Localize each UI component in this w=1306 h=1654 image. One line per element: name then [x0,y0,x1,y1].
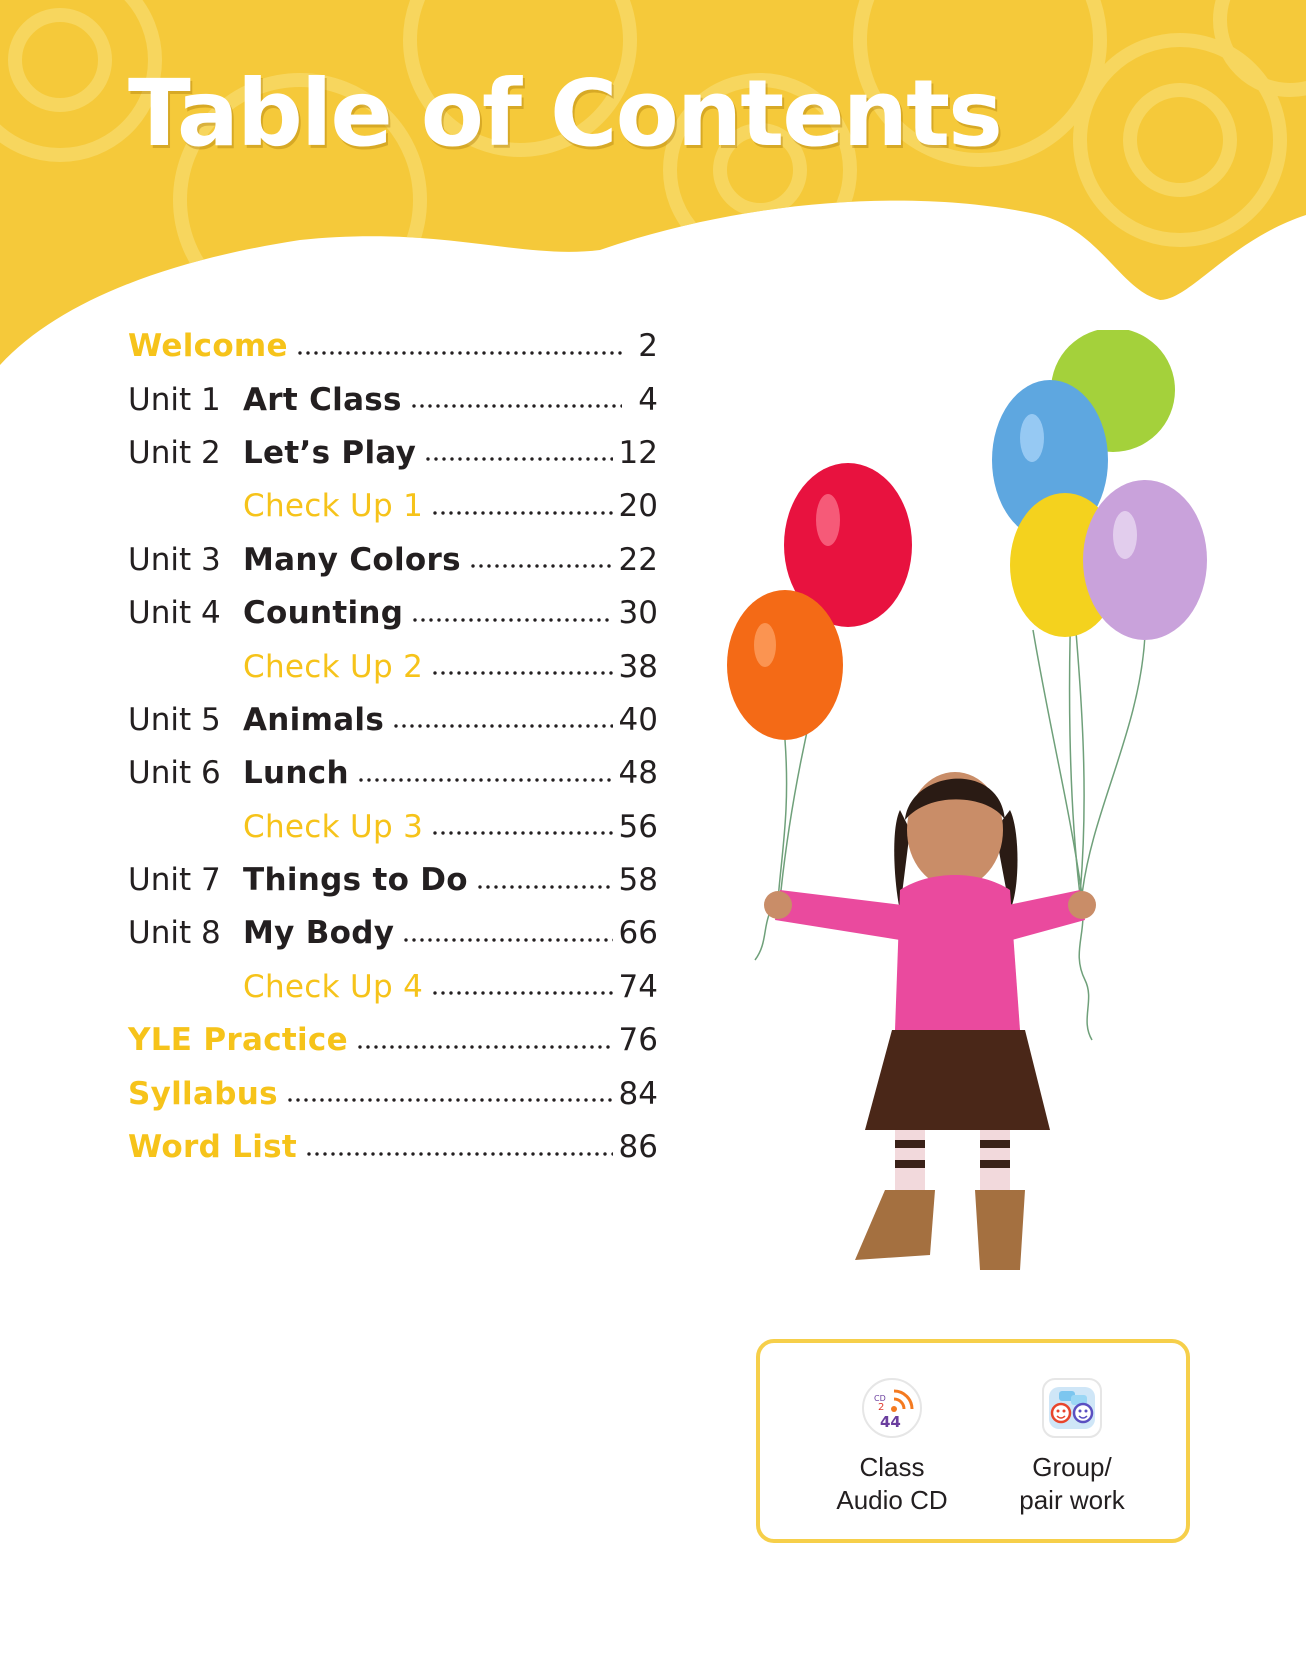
toc-unit-label: Unit 8 [128,915,221,952]
dot-leader [431,990,612,996]
toc-unit-label: Unit 4 [128,595,221,632]
toc-entry [128,480,658,533]
legend-box [756,1339,1190,1543]
toc-unit-label: Unit 3 [128,541,221,578]
dot-leader [431,670,612,676]
toc-title: Things to Do [243,862,468,899]
toc-title: Check Up 2 [243,648,424,685]
dot-leader [411,617,612,623]
toc-entry [128,534,658,587]
toc-title: Counting [243,595,404,632]
toc-title: Check Up 3 [243,808,424,845]
toc-entry [128,1121,658,1174]
table-of-contents [128,320,658,1174]
svg-text:CD: CD [874,1394,886,1403]
girl-with-balloons [720,330,1240,1350]
toc-page-number: 74 [618,968,658,1005]
toc-page-number: 48 [618,755,658,792]
toc-entry [128,801,658,854]
toc-entry [128,1014,658,1067]
toc-unit-label: Unit 5 [128,701,221,738]
toc-page-number: 86 [618,1129,658,1166]
toc-entry [128,907,658,960]
dot-leader [410,403,622,409]
dot-leader [356,1044,613,1050]
toc-entry [128,373,658,426]
toc-page-number: 30 [618,595,658,632]
legend-label: Class Audio CD [836,1452,948,1515]
toc-page-number: 76 [618,1022,658,1059]
toc-page-number: 22 [618,541,658,578]
toc-page-number: 56 [618,808,658,845]
toc-entry [128,747,658,800]
toc-title: Art Class [243,381,402,418]
toc-page-number: 38 [618,648,658,685]
toc-title: YLE Practice [128,1022,348,1059]
legend-item-group-pair-work [992,1377,1152,1517]
toc-entry [128,1067,658,1120]
toc-unit-label: Unit 6 [128,755,221,792]
legend-item-audio-cd [812,1377,972,1517]
group-pair-work-icon [1041,1377,1103,1439]
toc-page-number: 20 [618,488,658,525]
toc-page-number: 2 [638,328,658,365]
toc-page-number: 4 [638,381,658,418]
toc-entry [128,961,658,1014]
toc-entry [128,854,658,907]
toc-title: Lunch [243,755,349,792]
toc-entry [128,640,658,693]
dot-leader [357,777,613,783]
toc-title: Animals [243,701,385,738]
dot-leader [392,723,612,729]
dot-leader [402,937,612,943]
page-title: Table of Contents [128,60,1001,167]
svg-text:44: 44 [880,1413,901,1431]
toc-title: Let’s Play [243,434,417,471]
toc-title: Word List [128,1129,298,1166]
toc-title: Check Up 1 [243,488,424,525]
toc-page-number: 84 [618,1075,658,1112]
toc-title: Welcome [128,328,288,365]
toc-unit-label: Unit 2 [128,434,221,471]
dot-leader [424,456,612,462]
toc-entry [128,694,658,747]
dot-leader [431,830,612,836]
toc-page-number: 40 [618,701,658,738]
dot-leader [296,350,622,356]
toc-title: Check Up 4 [243,968,424,1005]
dot-leader [469,563,613,569]
toc-unit-label: Unit 7 [128,862,221,899]
toc-title: Many Colors [243,541,461,578]
dot-leader [476,884,613,890]
dot-leader [305,1151,613,1157]
legend-label: Group/ pair work [1019,1452,1125,1515]
toc-page-number: 12 [618,434,658,471]
svg-text:2: 2 [878,1402,885,1413]
toc-page-number: 58 [618,862,658,899]
toc-entry [128,587,658,640]
toc-entry [128,320,658,373]
toc-unit-label: Unit 1 [128,381,221,418]
toc-title: My Body [243,915,395,952]
toc-page-number: 66 [618,915,658,952]
toc-title: Syllabus [128,1075,278,1112]
dot-leader [286,1097,613,1103]
audio-cd-icon [861,1377,923,1439]
dot-leader [431,510,612,516]
toc-entry [128,427,658,480]
